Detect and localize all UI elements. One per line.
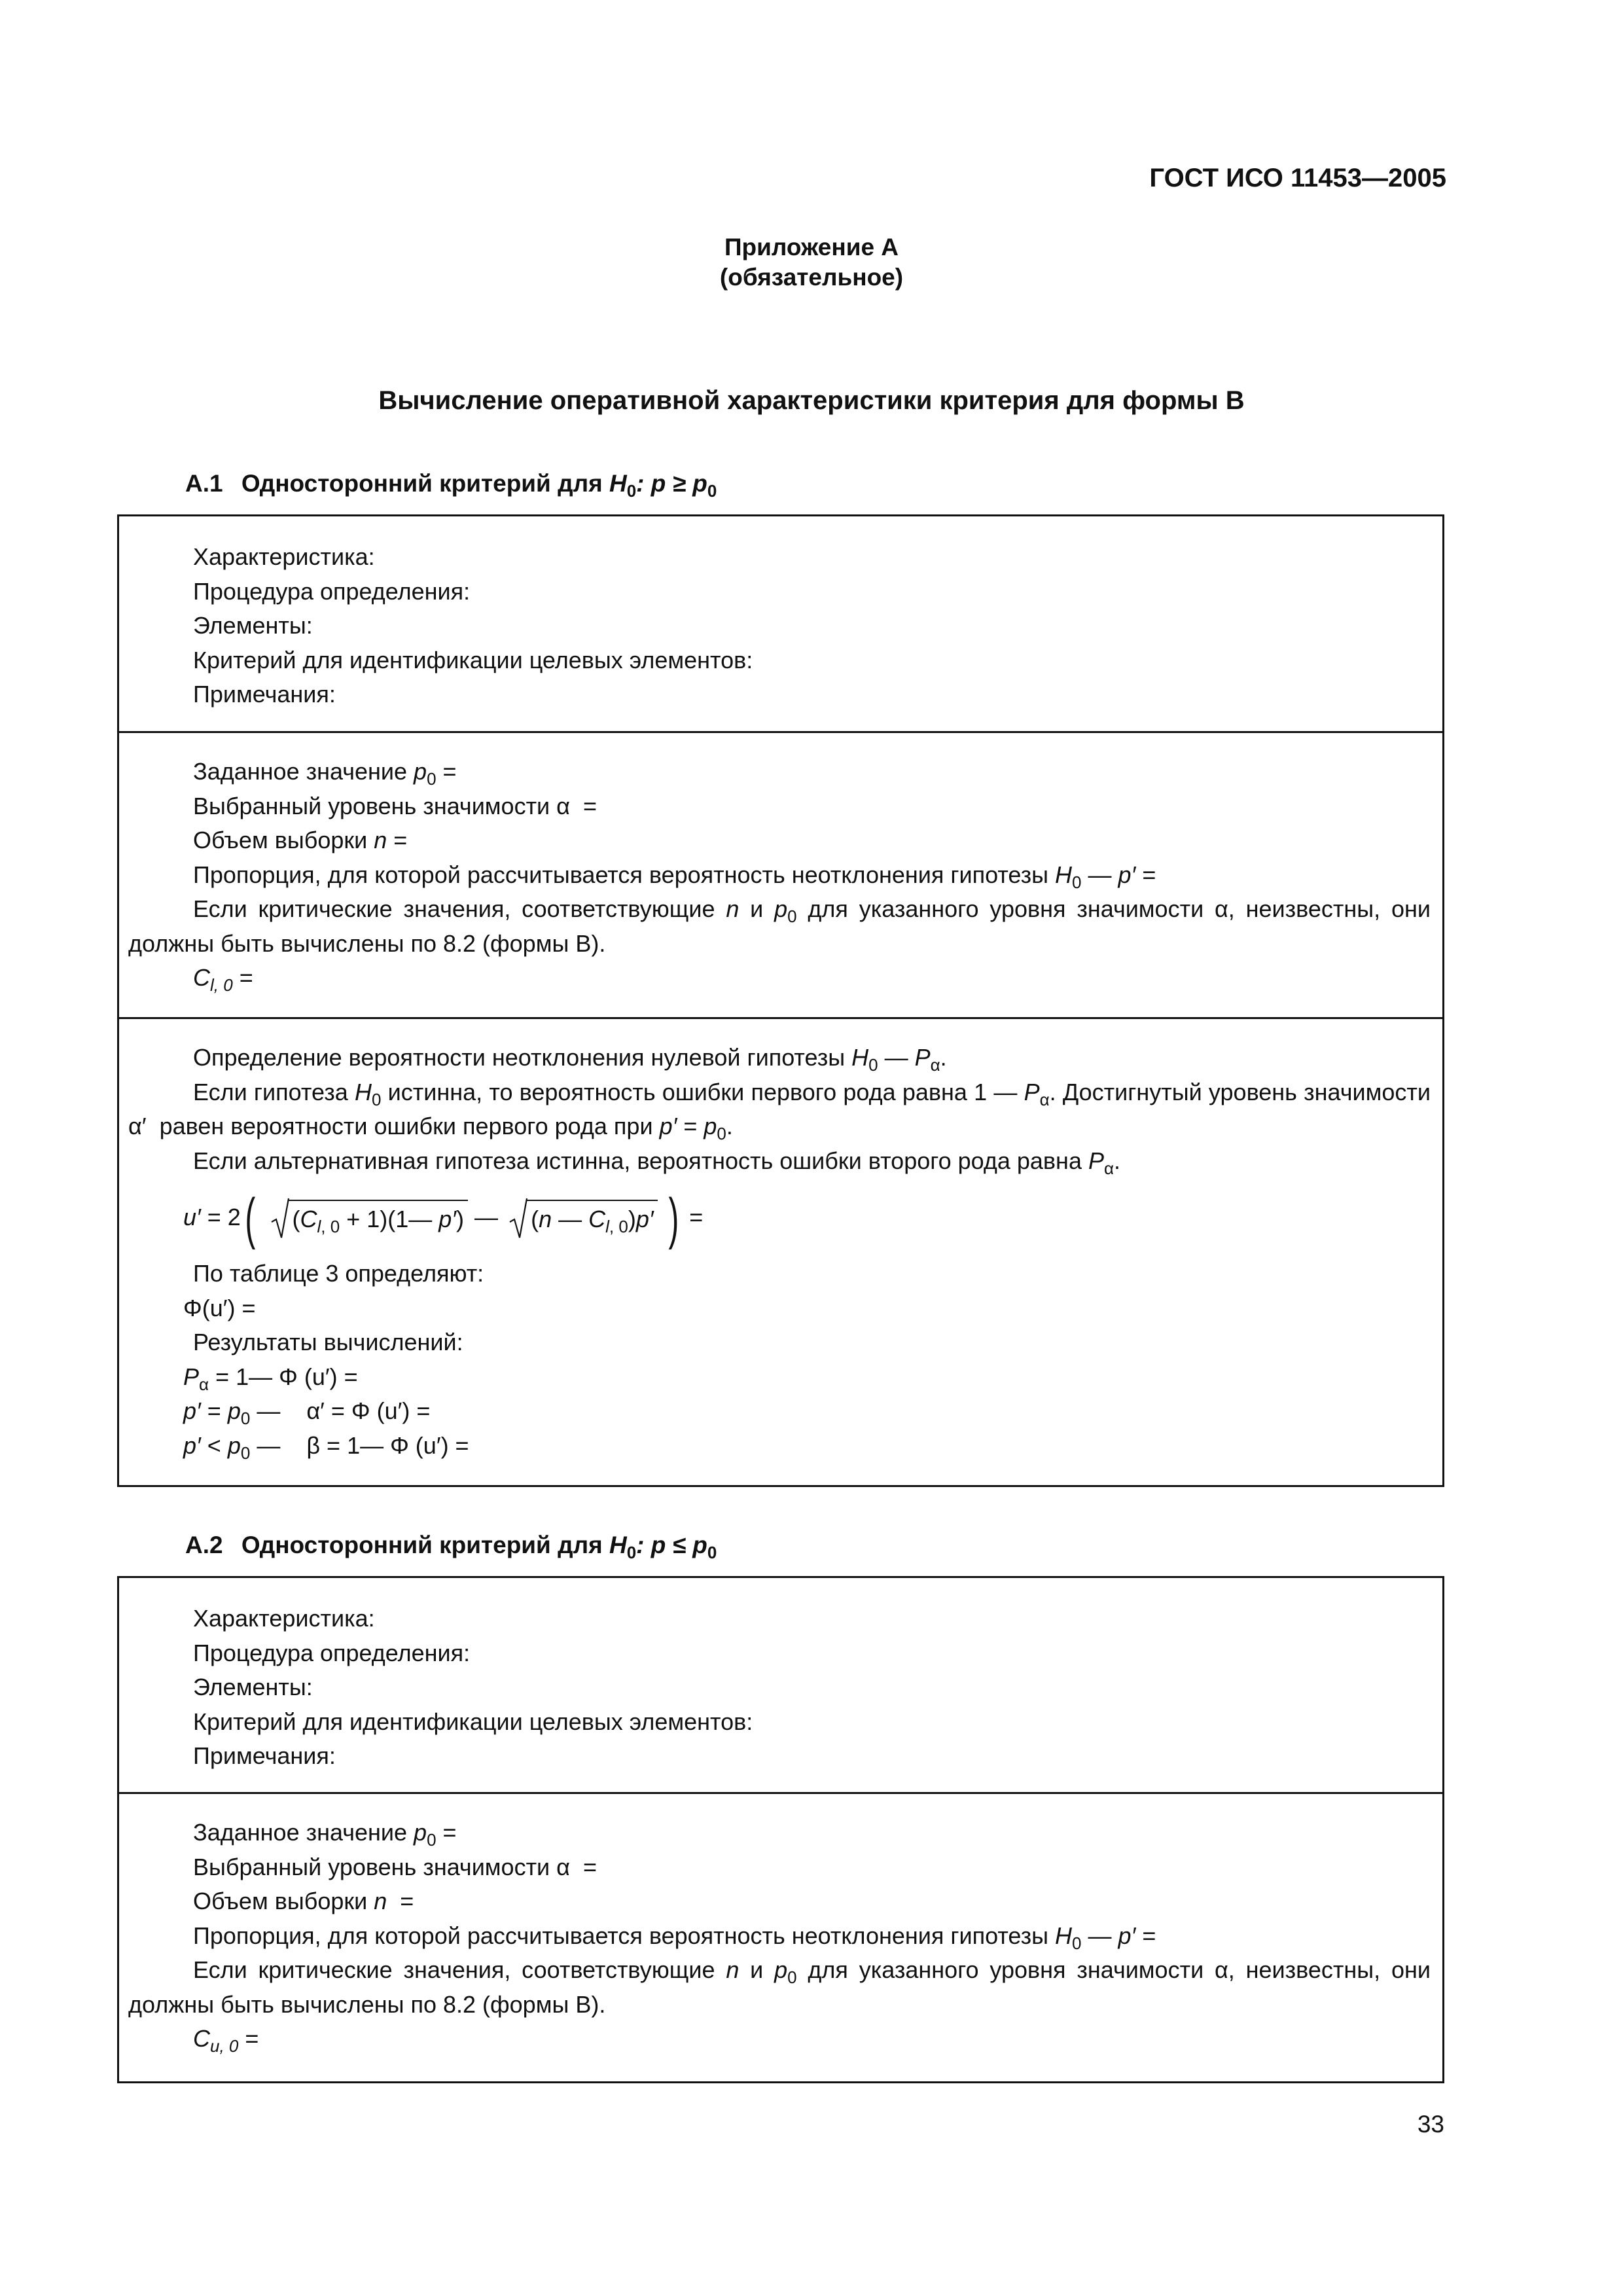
field-alpha: Выбранный уровень значимости α = (193, 792, 597, 819)
field-type1-error: Если гипотеза $H_0$ истинна, то вероятность ошибки первого рода равна 1 — $P_\alpha$. Достигнутый уровень значимости α′ равен вероятности ошибки первого рода при $p' = p_0$. (128, 1078, 1431, 1143)
field-procedure: Процедура определения: (193, 577, 471, 605)
annex-name: Приложение А (724, 234, 899, 260)
section-heading-text: Односторонний критерий для (241, 470, 603, 497)
field-type2-error: Если альтернативная гипотеза истинна, вероятность ошибки второго рода равна $P_\alpha$. (193, 1147, 1121, 1178)
sqrt-term-2: (n — $C_{l, 0})p'$ (508, 1200, 658, 1238)
parameters-cell (119, 731, 1442, 1017)
field-n: Объем выборки n = (193, 1888, 414, 1914)
field-notes: Примечания: (193, 681, 336, 708)
section-a2-heading: А.2 Односторонний критерий для $H_0$: $p \le p_0$ (185, 1532, 717, 1562)
field-criterion: Критерий для идентификации целевых элементов: (193, 646, 753, 673)
field-n: Объем выборки n = (193, 827, 408, 853)
field-p-prime-lt: $p' < p_0$ — β = 1— Φ (u′) = (183, 1431, 469, 1463)
field-elements: Элементы: (193, 1674, 313, 1700)
field-p0: Заданное значение $p_0$ = (193, 1819, 457, 1850)
field-characteristic: Характеристика: (193, 543, 375, 570)
field-p-alpha: $P_\alpha$ = 1— Φ (u′) = (183, 1363, 358, 1394)
annex-kind: (обязательное) (719, 264, 904, 291)
section-number: А.2 (185, 1532, 223, 1558)
form-box-a2 (117, 1576, 1444, 2083)
field-critical-value: $C_{l, 0}$ = (193, 964, 253, 995)
field-p-prime-ge: $p' = p_0$ — α′ = Φ (u′) = (183, 1397, 431, 1428)
field-critical-values-note: Если критические значения, соответствующие n и $p_0$ для указанного уровня значимости α, неизвестны, они должны быть вычислены по 8.2 (формы В). (128, 895, 1431, 957)
section-number: А.1 (185, 470, 223, 497)
section-a1-heading: А.1 Односторонний критерий для $H_0$: $p \ge p_0$ (185, 470, 717, 501)
hypothesis-symbol: H (609, 470, 627, 497)
field-alpha: Выбранный уровень значимости α = (193, 1853, 597, 1880)
field-proportion: Пропорция, для которой рассчитывается вероятность неотклонения гипотезы $H_0$ — p′ = (193, 861, 1156, 892)
form-box-a1 (117, 514, 1444, 1487)
parameters-cell (119, 1792, 1442, 2081)
document-code: ГОСТ ИСО 11453—2005 (1149, 164, 1446, 192)
section-heading-text: Односторонний критерий для (241, 1532, 603, 1558)
hypothesis-relation: : p ≤ p (636, 1532, 707, 1558)
characteristic-cell (119, 1578, 1442, 1792)
formula-u-prime: u′ = 2( ($C_{l, 0}$ + 1)(1— p′) — (n — $C_{l, 0})p'$ ) = (183, 1187, 704, 1251)
page-title: Вычисление оперативной характеристики критерия для формы В (378, 386, 1245, 415)
field-proportion: Пропорция, для которой рассчитывается вероятность неотклонения гипотезы $H_0$ — p′ = (193, 1922, 1156, 1953)
hypothesis-symbol: H (609, 1532, 627, 1558)
field-notes: Примечания: (193, 1742, 336, 1769)
calculation-cell (119, 1017, 1442, 1485)
field-characteristic: Характеристика: (193, 1605, 375, 1632)
characteristic-cell (119, 516, 1442, 731)
field-results: Результаты вычислений: (193, 1329, 463, 1355)
field-p0: Заданное значение $p_0$ = (193, 758, 457, 789)
field-criterion: Критерий для идентификации целевых элементов: (193, 1708, 753, 1735)
field-table-lookup: По таблице 3 определяют: (193, 1260, 484, 1287)
hypothesis-relation: : p ≥ p (636, 470, 707, 497)
field-critical-value: $C_{u, 0}$ = (193, 2025, 259, 2056)
field-elements: Элементы: (193, 612, 313, 639)
field-phi: Φ(u′) = (183, 1294, 256, 1321)
field-critical-values-note: Если критические значения, соответствующие n и $p_0$ для указанного уровня значимости α, неизвестны, они должны быть вычислены по 8.2 (формы В). (128, 1956, 1431, 2018)
sqrt-term-1: ($C_{l, 0}$ + 1)(1— p′) (270, 1200, 469, 1238)
field-definition: Определение вероятности неотклонения нулевой гипотезы $H_0$ — $P_\alpha$. (193, 1044, 947, 1075)
page-number: 33 (1417, 2111, 1444, 2138)
field-procedure: Процедура определения: (193, 1639, 471, 1666)
